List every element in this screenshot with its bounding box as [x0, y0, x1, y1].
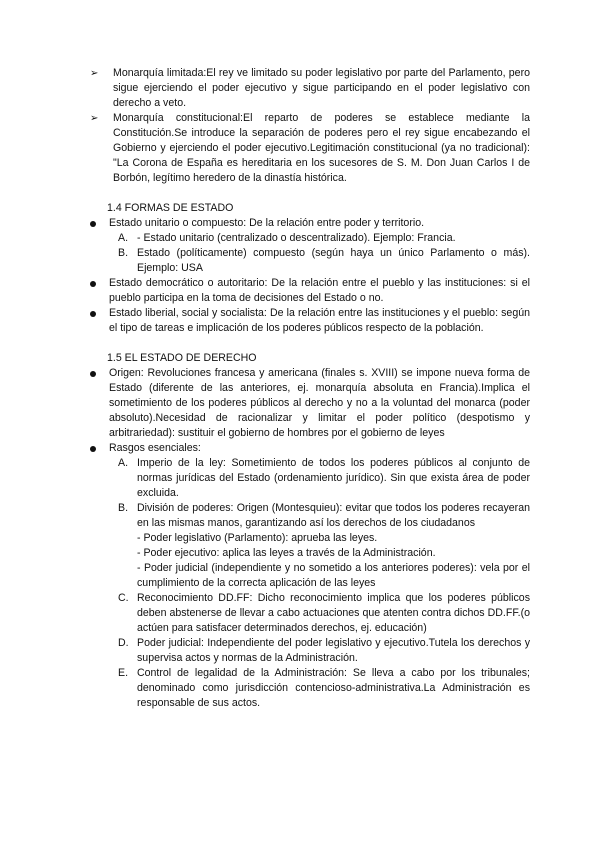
list-item	[90, 216, 530, 231]
sub-list-marker: B.	[118, 502, 129, 514]
sub-list-text: Control de legalidad de la Administración: Se lleva a cabo por los tribunales; denominado como jurisdicción contencioso-administrativa.La Administración es responsable de sus actos.	[137, 667, 530, 709]
sub-list-item	[90, 246, 530, 276]
sub-list-item	[90, 231, 530, 246]
bullet-icon	[90, 371, 96, 377]
monarchy-list	[90, 66, 530, 186]
bullet-icon	[90, 446, 96, 452]
sub-list-marker: E.	[118, 667, 129, 679]
arrow-bullet-icon: ➢	[90, 113, 99, 124]
section-heading: 1.5 EL ESTADO DE DERECHO	[107, 352, 257, 364]
power-line: - Poder ejecutivo: aplica las leyes a través de la Administración.	[137, 547, 436, 559]
sub-list-item	[90, 501, 530, 591]
sub-list-marker: A.	[118, 232, 129, 244]
list-item-text: Monarquía limitada:El rey ve limitado su poder legislativo por parte del Parlamento, pero sigue ejerciendo el poder ejecutivo y sigue participando en el poder legislativo con derecho a veto.	[113, 67, 530, 109]
list-item-text: Monarquía constitucional:El reparto de poderes se establece mediante la Constitución.Se introduce la separación de poderes pero el rey sigue encabezando el Gobierno y ejerciendo el poder ejecutivo.Legitimación constitucional (ya no tradicional): "La Corona de España es hereditaria en los sucesores de S. M. Don Juan Carlos I de Borbón, legítimo heredero de la dinastía histórica.	[113, 112, 530, 184]
list-item-text: Estado unitario o compuesto: De la relación entre poder y territorio.	[109, 217, 425, 229]
list-item	[90, 441, 530, 456]
sub-list-text: Reconocimiento DD.FF: Dicho reconocimiento implica que los poderes públicos deben abstenerse de llevar a cabo actuaciones que atenten contra dichos DD.FF.(o actúen para satisfacer determinados derechos, ej. educación)	[137, 592, 530, 634]
bullet-icon	[90, 281, 96, 287]
sub-list-marker: D.	[118, 637, 129, 649]
list-item-text: Origen: Revoluciones francesa y americana (finales s. XVIII) se impone nueva forma de Estado (diferente de las anteriores, ej. monarquía absoluta en Francia).Implica el sometimiento de los poderes públicos al derecho y no a la voluntad del monarca (poder absoluto).Necesidad de racionalizar y limitar el poder político (despotismo y arbitrariedad): sustituir el gobierno de hombres por el gobierno de leyes	[109, 367, 530, 439]
sub-list-text: Estado (políticamente) compuesto (según haya un único Parlamento o más). Ejemplo: USA	[137, 247, 530, 274]
list-item	[90, 366, 530, 441]
sub-list-marker: C.	[118, 592, 129, 604]
sub-list-item	[90, 666, 530, 711]
bullet-icon	[90, 221, 96, 227]
section-heading: 1.4 FORMAS DE ESTADO	[107, 202, 234, 214]
list-item-text: Estado liberial, social y socialista: De la relación entre las instituciones y el pueblo: según el tipo de tareas e implicación de los poderes públicos respecto de la población.	[109, 307, 530, 334]
list-item-text: Estado democrático o autoritario: De la relación entre el pueblo y las instituciones: si el pueblo participa en la toma de decisiones del Estado o no.	[109, 277, 530, 304]
sub-list-text: - Estado unitario (centralizado o descentralizado). Ejemplo: Francia.	[137, 232, 456, 244]
list-item	[90, 111, 530, 186]
arrow-bullet-icon: ➢	[90, 68, 99, 79]
power-line: - Poder judicial (independiente y no sometido a los anteriores poderes): vela por el cumplimiento de la correcta aplicación de las leyes	[137, 562, 530, 589]
sub-list-text: Imperio de la ley: Sometimiento de todos los poderes públicos al conjunto de normas jurídicas del Estado (ordenamiento jurídico). Sin que exista área de poder excluida.	[137, 457, 530, 499]
bullet-icon	[90, 311, 96, 317]
list-item	[90, 306, 530, 336]
list-item-text: Rasgos esenciales:	[109, 442, 201, 454]
sub-list-marker: A.	[118, 457, 129, 469]
document-content	[90, 66, 530, 711]
power-line: - Poder legislativo (Parlamento): aprueba las leyes.	[137, 532, 378, 544]
list-item	[90, 66, 530, 111]
list-item	[90, 276, 530, 306]
sub-list-item	[90, 591, 530, 636]
sub-list-marker: B.	[118, 247, 129, 259]
sub-list-text: División de poderes: Origen (Montesquieu): evitar que todos los poderes recayeran en las mismas manos, garantizando así los derechos de los ciudadanos	[137, 502, 530, 529]
sub-list-item	[90, 636, 530, 666]
sub-list-text: Poder judicial: Independiente del poder legislativo y ejecutivo.Tutela los derechos y supervisa actos y normas de la Administración.	[137, 637, 530, 664]
sub-list-item	[90, 456, 530, 501]
